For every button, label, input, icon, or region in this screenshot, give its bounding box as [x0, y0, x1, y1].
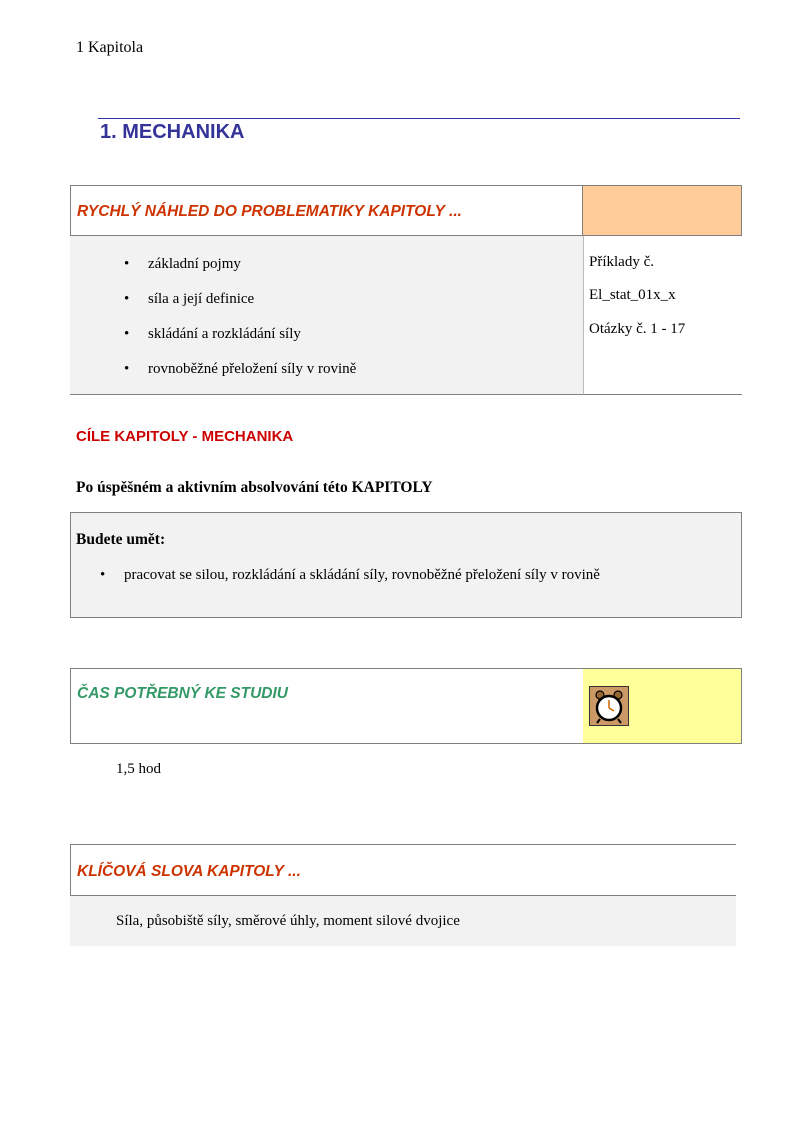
keywords-body	[70, 896, 736, 946]
topic-item: • skládání a rozkládání síly	[124, 326, 301, 342]
questions-range: Otázky č. 1 - 17	[589, 321, 686, 337]
keywords-heading: KLÍČOVÁ SLOVA KAPITOLY ...	[77, 863, 301, 880]
bullet-icon: •	[100, 567, 106, 583]
bullet-icon: •	[124, 256, 130, 272]
study-time-icon-cell	[583, 669, 741, 743]
examples-label: Příklady č.	[589, 254, 654, 270]
skills-box	[70, 512, 742, 618]
running-header: 1 Kapitola	[76, 39, 144, 56]
skill-item: • pracovat se silou, rozkládání a skládání síly, rovnoběžné přeložení síly v rovině	[100, 567, 600, 583]
title-rule	[98, 118, 740, 119]
topic-item: • síla a její definice	[124, 291, 255, 307]
overview-color-cell	[582, 185, 742, 236]
topic-item: • rovnoběžné přeložení síly v rovině	[124, 361, 357, 377]
bullet-icon: •	[124, 326, 130, 342]
keywords-text: Síla, působiště síly, směrové úhly, moment silové dvojice	[116, 913, 460, 929]
skills-label: Budete umět:	[76, 531, 166, 548]
overview-references	[583, 236, 742, 395]
study-time-value: 1,5 hod	[116, 761, 161, 777]
overview-header-cell	[70, 185, 582, 236]
bullet-icon: •	[124, 361, 130, 377]
goals-intro: Po úspěšném a aktivním absolvování této KAPITOLY	[76, 479, 433, 496]
topic-item: • základní pojmy	[124, 256, 241, 272]
study-time-box	[70, 668, 742, 744]
bullet-icon: •	[124, 291, 130, 307]
overview-topics	[70, 236, 583, 395]
study-time-heading: ČAS POTŘEBNÝ KE STUDIU	[77, 685, 288, 702]
keywords-header-cell	[70, 844, 736, 896]
overview-heading: RYCHLÝ NÁHLED DO PROBLEMATIKY KAPITOLY ...	[77, 203, 462, 220]
chapter-title: 1. MECHANIKA	[100, 121, 245, 143]
goals-heading: CÍLE KAPITOLY - MECHANIKA	[76, 428, 294, 445]
examples-code: El_stat_01x_x	[589, 287, 676, 303]
overview-box	[70, 185, 742, 395]
alarm-clock-icon	[589, 686, 629, 726]
